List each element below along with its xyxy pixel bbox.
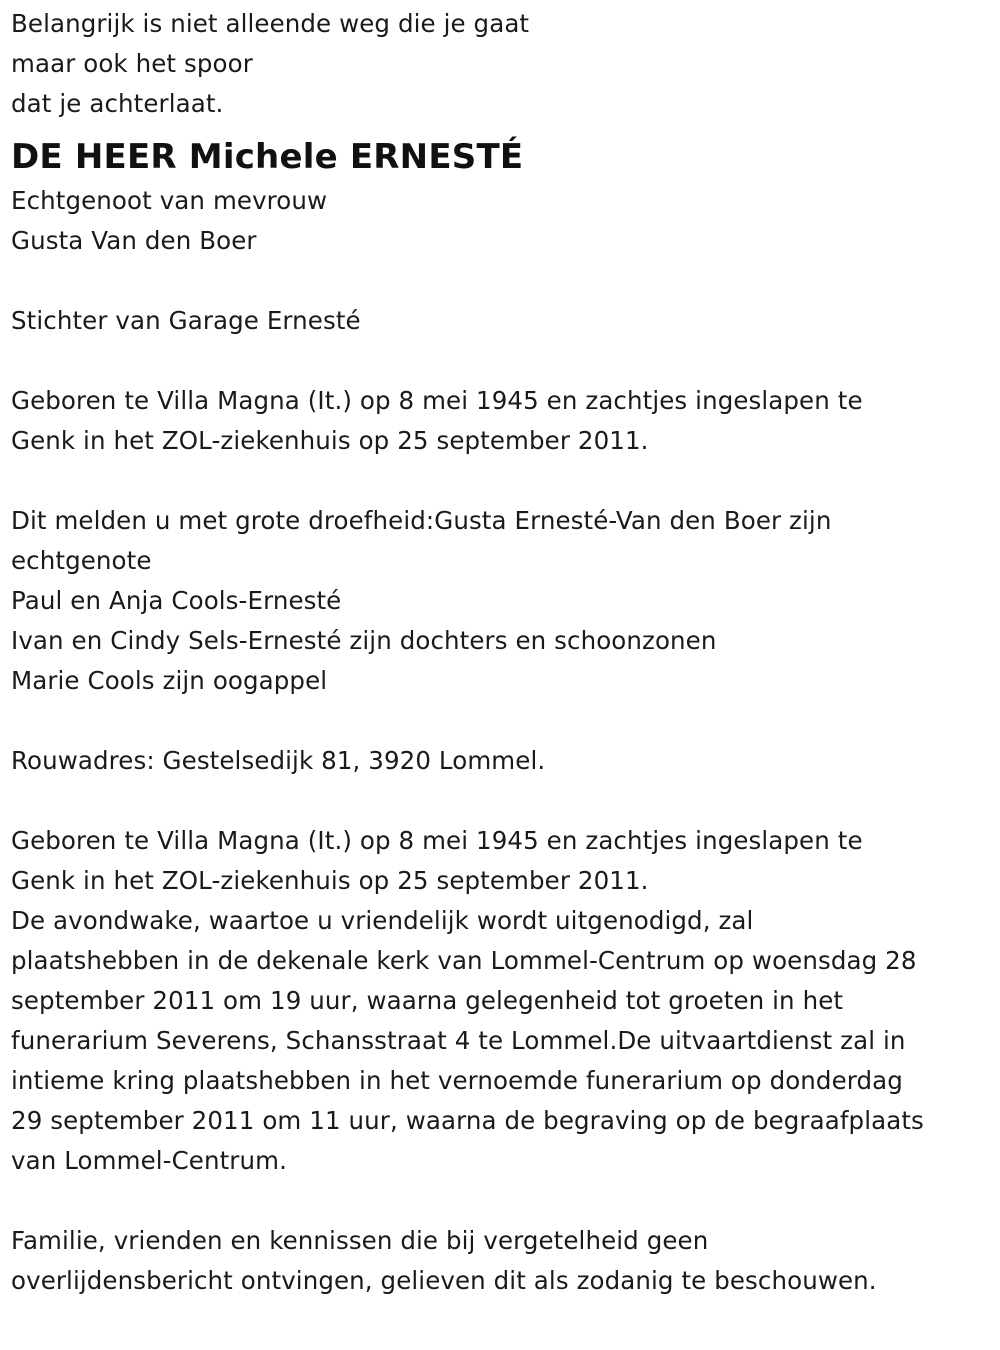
ceremony-line: september 2011 om 19 uur, waarna gelegenheid tot groeten in het xyxy=(11,986,844,1015)
paragraph-spacer xyxy=(11,461,991,501)
obituary-document xyxy=(11,4,991,1301)
ceremony-block xyxy=(11,821,991,1181)
paragraph-spacer xyxy=(11,261,991,301)
ceremony-line: van Lommel-Centrum. xyxy=(11,1146,287,1175)
spouse-line: Gusta Van den Boer xyxy=(11,226,257,255)
closing-block xyxy=(11,1221,991,1301)
spouse-line: Echtgenoot van mevrouw xyxy=(11,186,328,215)
ceremony-line: Geboren te Villa Magna (It.) op 8 mei 1945 en zachtjes ingeslapen te xyxy=(11,826,863,855)
ceremony-line: intieme kring plaatshebben in het vernoemde funerarium op donderdag xyxy=(11,1066,903,1095)
paragraph-spacer xyxy=(11,1181,991,1221)
paragraph-spacer xyxy=(11,781,991,821)
closing-line: Familie, vrienden en kennissen die bij vergetelheid geen xyxy=(11,1226,709,1255)
ceremony-line: De avondwake, waartoe u vriendelijk wordt uitgenodigd, zal xyxy=(11,906,754,935)
family-line: Marie Cools zijn oogappel xyxy=(11,666,328,695)
deceased-name-title: DE HEER Michele ERNESTÉ xyxy=(11,137,524,177)
family-line: Dit melden u met grote droefheid:Gusta Ernesté-Van den Boer zijn xyxy=(11,506,832,535)
birth-line: Geboren te Villa Magna (It.) op 8 mei 1945 en zachtjes ingeslapen te xyxy=(11,386,863,415)
motto-block xyxy=(11,4,991,124)
ceremony-line: plaatshebben in de dekenale kerk van Lommel-Centrum op woensdag 28 xyxy=(11,946,917,975)
closing-line: overlijdensbericht ontvingen, gelieven dit als zodanig te beschouwen. xyxy=(11,1266,877,1295)
family-block xyxy=(11,501,991,701)
motto-line: dat je achterlaat. xyxy=(11,89,224,118)
family-line: Paul en Anja Cools-Ernesté xyxy=(11,586,342,615)
address-line: Rouwadres: Gestelsedijk 81, 3920 Lommel. xyxy=(11,746,546,775)
founder-line: Stichter van Garage Ernesté xyxy=(11,306,361,335)
ceremony-line: 29 september 2011 om 11 uur, waarna de begraving op de begraafplaats xyxy=(11,1106,924,1135)
birth-block xyxy=(11,381,991,461)
motto-line: Belangrijk is niet alleende weg die je gaat xyxy=(11,9,530,38)
family-line: Ivan en Cindy Sels-Ernesté zijn dochters en schoonzonen xyxy=(11,626,717,655)
ceremony-line: funerarium Severens, Schansstraat 4 te Lommel.De uitvaartdienst zal in xyxy=(11,1026,906,1055)
motto-line: maar ook het spoor xyxy=(11,49,253,78)
paragraph-spacer xyxy=(11,341,991,381)
family-line: echtgenote xyxy=(11,546,152,575)
paragraph-spacer xyxy=(11,701,991,741)
ceremony-line: Genk in het ZOL-ziekenhuis op 25 september 2011. xyxy=(11,866,649,895)
spouse-block xyxy=(11,181,991,261)
birth-line: Genk in het ZOL-ziekenhuis op 25 september 2011. xyxy=(11,426,649,455)
